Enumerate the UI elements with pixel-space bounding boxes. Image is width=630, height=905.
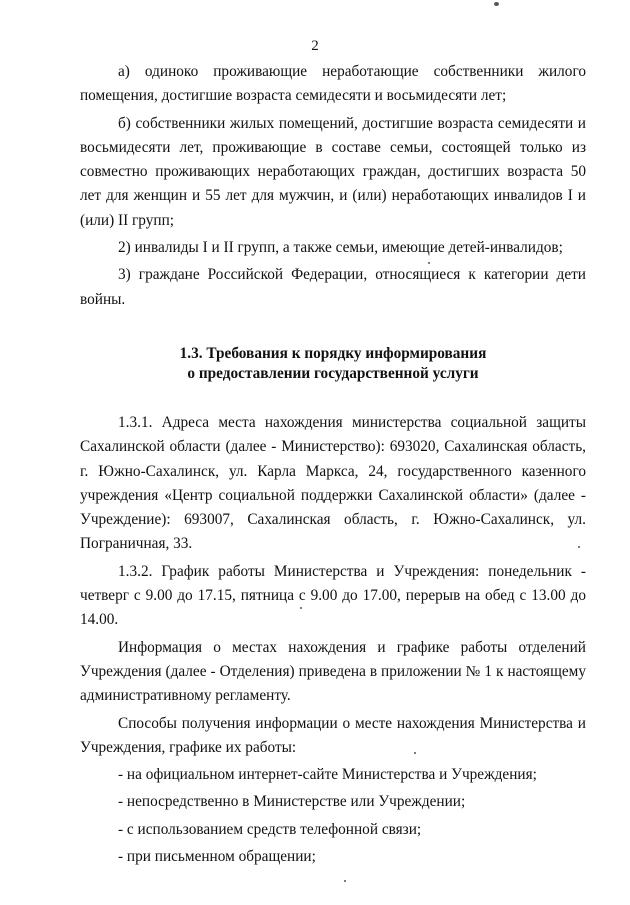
list-item-written-request: - при письменном обращении; [118,848,316,866]
section-heading-line-1: 1.3. Требования к порядку информирования [179,344,487,362]
list-item-in-person: - непосредственно в Министерстве или Учреждении; [118,793,466,811]
paragraph-item-2: 2) инвалиды I и II групп, а также семьи, имеющие детей-инвалидов; [118,239,563,257]
scan-speck [300,607,302,609]
scan-speck [494,2,499,6]
paragraph-1-3-2-schedule: 1.3.2. График работы Министерства и Учреждения: понедельник - четверг с 9.00 до 17.15, пятница с 9.00 до 17.00, перерыв на обед с 13.00 до 14.00. [80,562,586,629]
scan-speck [414,752,416,754]
scan-speck [578,546,580,548]
paragraph-info-methods: Способы получения информации о месте нахождения Министерства и Учреждения, графике их работы: [80,714,586,756]
paragraph-subitem-a: а) одиноко проживающие неработающие собственники жилого помещения, достигшие возраста семидесяти и восьмидесяти лет; [80,63,586,105]
scan-speck [344,880,346,882]
paragraph-1-3-1-addresses: 1.3.1. Адреса места нахождения министерства социальной защиты Сахалинской области (далее - Министерство): 693020, Сахалинская область, г. Южно-Сахалинск, ул. Карла Маркса, 24, государственного казенного учреждения «Центр социальной поддержки Сахалинской области» (далее - Учреждение): 693007, Сахалинская область, г. Южно-Сахалинск, ул. Пограничная, 33. [80,413,586,553]
list-item-website: - на официальном интернет-сайте Министерства и Учреждения; [118,766,537,784]
paragraph-subitem-b: б) собственники жилых помещений, достигшие возраста семидесяти и восьмидесяти лет, проживающие в составе семьи, состоящей только из совместно проживающих неработающих граждан, достигших возраста 50 лет для женщин и 55 лет для мужчин, и (или) неработающих инвалидов I и (или) II групп; [80,114,586,229]
document-body [80,60,586,869]
page-number: 2 [311,38,319,54]
paragraph-branches-info: Информация о местах нахождения и графике работы отделений Учреждения (далее - Отделения) приведена в приложении № 1 к настоящему административному регламенту. [80,638,586,705]
section-heading-line-2: о предоставлении государственной услуги [187,364,479,382]
list-item-telephone: - с использованием средств телефонной связи; [118,820,422,838]
paragraph-item-3: 3) граждане Российской Федерации, относящиеся к категории дети войны. [80,266,586,308]
scan-speck [428,262,430,264]
section-heading [80,344,586,384]
